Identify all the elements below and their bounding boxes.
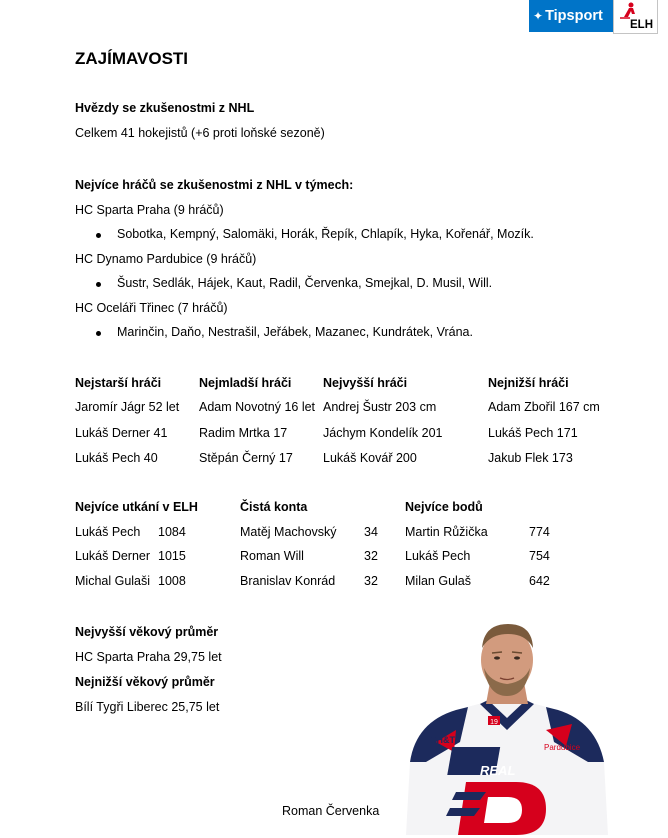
stat-value: 642 <box>529 574 550 588</box>
team-players: Marinčin, Daňo, Nestrašil, Jeřábek, Mazanec, Kundrátek, Vrána. <box>117 325 473 339</box>
team-name: HC Oceláři Třinec (7 hráčů) <box>75 301 228 315</box>
record-row: Lukáš Derner 41 <box>75 426 168 440</box>
star-icon: ✦ <box>533 9 544 23</box>
elh-logo <box>613 0 658 34</box>
shutouts-heading: Čistá konta <box>240 500 308 514</box>
teams-nhl-heading: Nejvíce hráčů se zkušenostmi z NHL v týmech: <box>75 178 354 192</box>
team-name: HC Sparta Praha (9 hráčů) <box>75 203 224 217</box>
stat-name: Lukáš Pech <box>75 525 141 539</box>
bullet <box>96 233 101 238</box>
team-players: Sobotka, Kempný, Salomäki, Horák, Řepík, Chlapík, Hyka, Kořenář, Mozík. <box>117 227 534 241</box>
record-row: Radim Mrtka 17 <box>199 426 288 440</box>
sponsor-logo: REAL <box>480 763 516 778</box>
record-row: Stěpán Černý 17 <box>199 451 293 465</box>
highest-age-heading: Nejvyšší věkový průměr <box>75 625 219 639</box>
stat-name: Michal Gulaši <box>75 574 151 588</box>
record-row: Lukáš Pech 171 <box>488 426 578 440</box>
lowest-age-text: Bílí Tygři Liberec 25,75 let <box>75 700 220 714</box>
stat-name: Branislav Konrád <box>240 574 336 588</box>
most-points-heading: Nejvíce bodů <box>405 500 483 514</box>
record-row: Adam Zbořil 167 cm <box>488 400 600 414</box>
record-row: Adam Novotný 16 let <box>199 400 316 414</box>
nhl-stars-heading: Hvězdy se zkušenostmi z NHL <box>75 101 255 115</box>
elh-label: ELH <box>630 19 653 31</box>
record-row: Lukáš Pech 40 <box>75 451 158 465</box>
tipsport-logo <box>529 0 613 32</box>
stat-name: Milan Gulaš <box>405 574 471 588</box>
stat-value: 754 <box>529 549 550 563</box>
tipsport-elh-logo <box>529 0 658 34</box>
record-row: Jakub Flek 173 <box>488 451 573 465</box>
stat-value: 1084 <box>158 525 186 539</box>
shortest-heading: Nejnižší hráči <box>488 376 569 390</box>
sponsor-logo: CH&T <box>430 735 455 745</box>
stat-name: Lukáš Derner <box>75 549 151 563</box>
record-row: Lukáš Kovář 200 <box>323 451 417 465</box>
stat-value: 774 <box>529 525 550 539</box>
stat-value: 32 <box>364 549 378 563</box>
record-row: Andrej Šustr 203 cm <box>323 400 437 414</box>
page-title: ZAJÍMAVOSTI <box>75 49 189 68</box>
stat-value: 1008 <box>158 574 186 588</box>
team-name: HC Dynamo Pardubice (9 hráčů) <box>75 252 257 266</box>
stat-name: Roman Will <box>240 549 304 563</box>
stat-value: 34 <box>364 525 378 539</box>
team-players: Šustr, Sedlák, Hájek, Kaut, Radil, Červenka, Smejkal, D. Musil, Will. <box>117 276 493 290</box>
record-row: Jaromír Jágr 52 let <box>75 400 180 414</box>
bullet <box>96 282 101 287</box>
bullet <box>96 331 101 336</box>
player-photo <box>396 612 618 835</box>
stat-name: Lukáš Pech <box>405 549 471 563</box>
photo-caption: Roman Červenka <box>282 804 380 818</box>
lowest-age-heading: Nejnižší věkový průměr <box>75 675 215 689</box>
record-row: Jáchym Kondelík 201 <box>323 426 443 440</box>
jersey-number: 19 <box>490 719 498 726</box>
most-games-heading: Nejvíce utkání v ELH <box>75 500 198 514</box>
stat-value: 32 <box>364 574 378 588</box>
tallest-heading: Nejvyšší hráči <box>323 376 408 390</box>
oldest-heading: Nejstarší hráči <box>75 376 162 390</box>
stat-name: Matěj Machovský <box>240 525 337 539</box>
tipsport-label: Tipsport <box>545 8 603 24</box>
stat-name: Martin Růžička <box>405 525 488 539</box>
stat-value: 1015 <box>158 549 186 563</box>
nhl-stars-text: Celkem 41 hokejistů (+6 proti loňské sezoně) <box>75 126 325 140</box>
hockey-player-icon <box>618 2 640 20</box>
highest-age-text: HC Sparta Praha 29,75 let <box>75 650 222 664</box>
sponsor-logo: Pardubice <box>544 743 581 752</box>
youngest-heading: Nejmladší hráči <box>199 376 292 390</box>
